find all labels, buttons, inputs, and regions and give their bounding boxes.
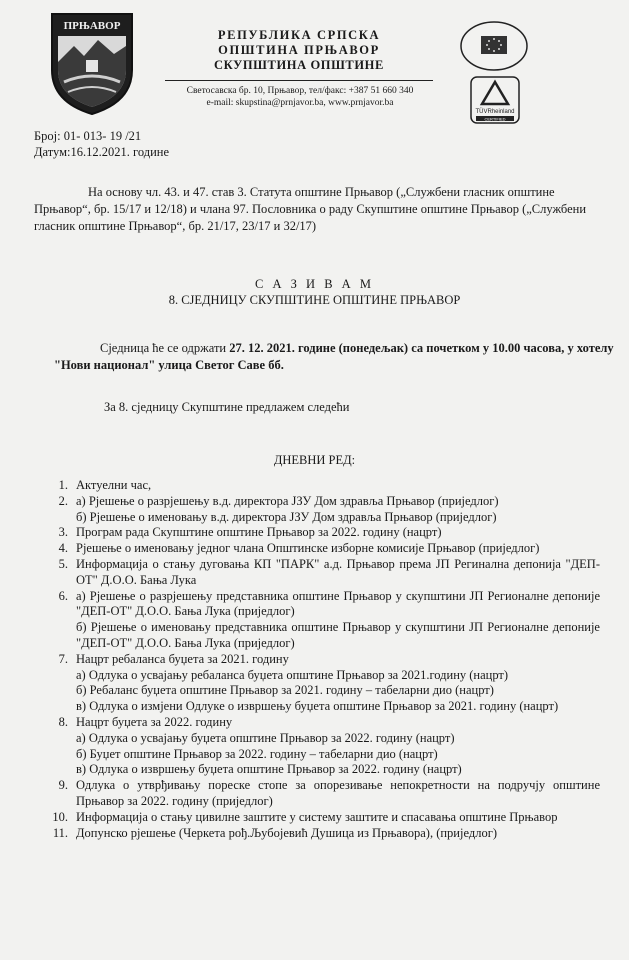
agenda-item-line: Одлука о утврђивању пореске стопе за опорезивање непокретности на подручју општине Прњавор за 2022. годину (приједлог): [76, 778, 600, 808]
agenda-item-line: б) Буџет општине Прњавор за 2022. годину – табеларни дио (нацрт): [76, 746, 438, 761]
agenda-item-number: 9.: [58, 778, 68, 793]
agenda-item-number: 8.: [58, 714, 68, 729]
reference-date: Датум:16.12.2021. године: [34, 145, 170, 159]
agenda-item: [34, 715, 600, 778]
agenda-item-line: б) Рјешење о именовању представника општине Прњавор у скупштини ЈП Регионалне депоније "ДЕП-ОТ" Д.О.О. Бања Лука (приједлог): [76, 620, 600, 650]
agenda-item-line: Рјешење о именовању једног члана Општинске изборне комисије Прњавор (приједлог): [76, 541, 540, 556]
agenda-item-line: Допунско рјешење (Черкета рођ.Љубојевић Душица из Прњавора), (приједлог): [76, 825, 497, 840]
agenda-item: [34, 525, 600, 541]
agenda-item: [34, 652, 600, 715]
agenda-item-line: б) Ребаланс буџета општине Прњавор за 2021. годину – табеларни дио (нацрт): [76, 683, 494, 698]
agenda-item-number: 3.: [58, 525, 68, 540]
convene-heading: С А З И В А М: [255, 277, 374, 291]
agenda-item-text: [76, 557, 600, 589]
agenda-proposal-line: За 8. сједницу Скупштине предлажем следећи: [104, 400, 350, 414]
agenda-item-text: [76, 715, 600, 778]
header-municipality: ОПШТИНА ПРЊАВОР: [218, 43, 380, 57]
agenda-item-line: в) Одлука о извршењу буџета општине Прњавор за 2022. годину (нацрт): [76, 762, 462, 777]
agenda-item-line: Нацрт ребаланса буџета за 2021. годину: [76, 651, 289, 666]
agenda-item-line: а) Рјешење о разрјешењу представника општине Прњавор у скупштини ЈП Регионалне депоније "ДЕП-ОТ" Д.О.О. Бања Лука (приједлог): [76, 588, 600, 619]
contact-block: [165, 85, 435, 109]
agenda-item: [34, 557, 600, 589]
agenda-item-text: [76, 778, 600, 810]
header-assembly: СКУПШТИНА ОПШТИНЕ: [214, 58, 384, 72]
agenda-item-line: а) Одлука о усвајању ребаланса буџета општине Прњавор за 2021.годину (нацрт): [76, 667, 509, 682]
agenda-item-line: Нацрт буџета за 2022. годину: [76, 714, 233, 729]
agenda-item-number: 6.: [58, 588, 68, 603]
agenda-item-text: [76, 826, 600, 842]
header-divider: [165, 80, 433, 81]
agenda-item-line: Информација о стању дуговања КП "ПАРК" а.д. Прњавор према ЈП Регинална депонија "ДЕП-ОТ" Д.О.О. Бања Лука: [76, 556, 600, 587]
agenda-item-line: Актуелни час,: [76, 478, 152, 492]
agenda-item-number: 1.: [58, 478, 68, 492]
agenda-item-text: [76, 810, 600, 826]
meeting-date-place: 27. 12. 2021. године (понедељак) са почетком у 10.00 часова, у хотелу "Нови национал" улица Светог Саве бб.: [54, 341, 614, 372]
session-heading: 8. СЈЕДНИЦУ СКУПШТИНЕ ОПШТИНЕ ПРЊАВОР: [168, 293, 461, 307]
eu-certification-badge: [459, 20, 529, 72]
agenda-item: [34, 589, 600, 652]
agenda-item-line: а) Рјешење о разрјешењу в.д. директора ЈЗУ Дом здравља Прњавор (приједлог): [76, 493, 499, 508]
email-web-line: e-mail: skupstina@prnjavor.ba, www.prnjavor.ba: [206, 98, 394, 108]
agenda-title: ДНЕВНИ РЕД:: [273, 453, 356, 467]
reference-block: [34, 128, 169, 160]
address-line: Светосавска бр. 10, Прњавор, тел/факс: +387 51 660 340: [186, 86, 414, 96]
agenda-item: [34, 494, 600, 526]
institution-header: [168, 28, 430, 73]
meeting-intro: Сједница ће се одржати: [100, 341, 230, 355]
agenda-item-text: [76, 478, 600, 494]
agenda-item: [34, 778, 600, 810]
agenda-item: [34, 478, 600, 494]
agenda-item-line: б) Рјешење о именовању в.д. директора ЈЗУ Дом здравља Прњавор (приједлог): [76, 509, 497, 524]
agenda-item-number: 5.: [58, 556, 68, 571]
agenda-item-text: [76, 589, 600, 652]
svg-text:CERTIFIED: CERTIFIED: [484, 116, 506, 122]
agenda-item-number: 10.: [52, 809, 68, 824]
agenda-item: [34, 810, 600, 826]
svg-text:ПРЊАВОР: ПРЊАВОР: [63, 20, 121, 32]
municipality-crest: [48, 10, 136, 118]
agenda-item: [34, 541, 600, 557]
agenda-item-text: [76, 652, 600, 715]
tuv-certification-badge: [470, 76, 520, 124]
agenda-item-line: Информација о стању цивилне заштите у систему заштите и спасавања општине Прњавор: [76, 809, 558, 824]
agenda-list: [34, 478, 600, 841]
legal-basis-paragraph: На основу чл. 43. и 47. став 3. Статута општине Прњавор („Службени гласник општине Прњавор“, бр. 15/17 и 12/18) и члана 97. Пословника о раду Скупштине општине Прњавор („Службени гласник општине Прњавор“, бр. 21/17, 23/17 и 32/17): [34, 185, 587, 233]
agenda-item-line: а) Одлука о усвајању буџета општине Прњавор за 2022. годину (нацрт): [76, 730, 455, 745]
agenda-item-text: [76, 541, 600, 557]
meeting-details: [54, 340, 614, 374]
agenda-item-text: [76, 494, 600, 526]
agenda-item-line: Програм рада Скупштине општине Прњавор за 2022. годину (нацрт): [76, 525, 442, 540]
convening-title: [0, 276, 629, 308]
agenda-item-number: 7.: [58, 651, 68, 666]
agenda-item-line: в) Одлука о измјени Одлуке о извршењу буџета општине Прњавор за 2021. годину (нацрт): [76, 699, 559, 714]
agenda-item: [34, 826, 600, 842]
agenda-item-number: 2.: [58, 493, 68, 508]
svg-text:TÜVRheinland: TÜVRheinland: [475, 109, 515, 115]
header-republic: РЕПУБЛИКА СРПСКА: [217, 28, 381, 42]
agenda-item-text: [76, 525, 600, 541]
agenda-item-number: 11.: [52, 825, 68, 840]
agenda-item-number: 4.: [58, 541, 68, 556]
reference-number: Број: 01- 013- 19 /21: [34, 129, 142, 143]
